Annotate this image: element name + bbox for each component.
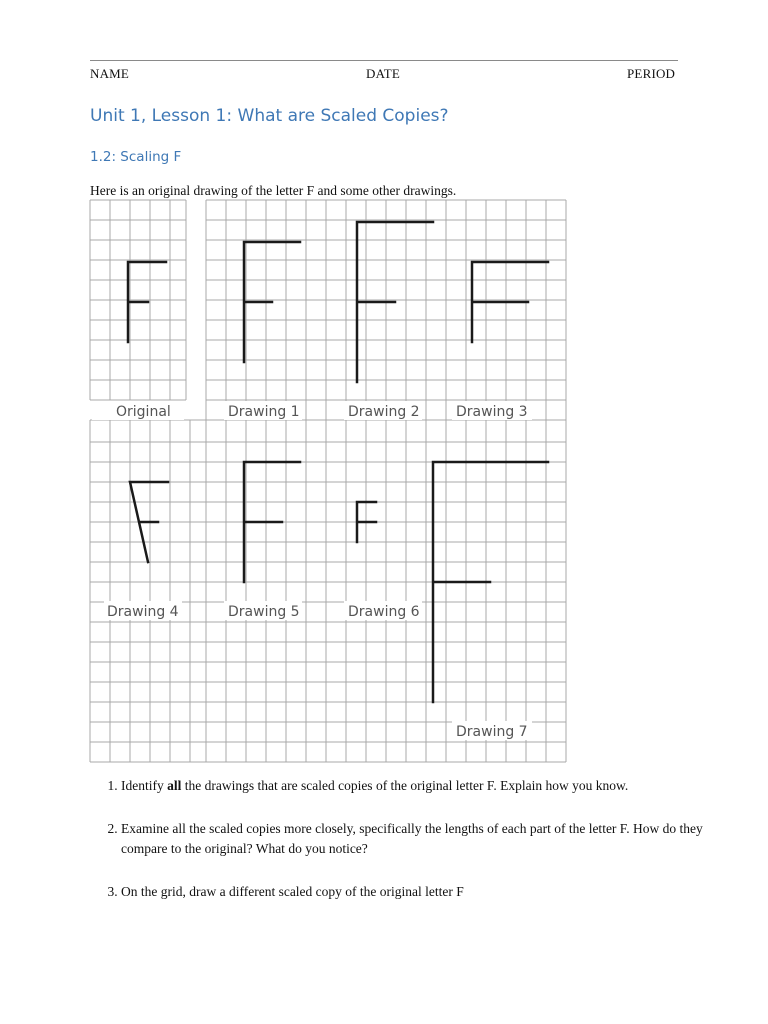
drawings-1-3-grid — [206, 200, 566, 420]
caption-original: Original — [116, 404, 171, 420]
caption-drawing-4: Drawing 4 — [107, 604, 179, 620]
drawing-3-f — [472, 262, 548, 342]
original-f — [128, 262, 166, 342]
name-label: NAME — [90, 66, 130, 81]
drawings-4-7-grid — [90, 420, 566, 762]
question-1 — [121, 776, 711, 796]
date-label: DATE — [366, 66, 401, 81]
caption-drawing-5: Drawing 5 — [228, 604, 300, 620]
original-grid — [90, 200, 186, 400]
caption-drawing-2: Drawing 2 — [348, 404, 420, 420]
caption-drawing-3: Drawing 3 — [456, 404, 528, 420]
question-1-text: Identify all the drawings that are scaled copies of the original letter F. Explain how you know. — [121, 778, 629, 793]
caption-drawing-1: Drawing 1 — [228, 404, 300, 420]
question-2 — [121, 819, 711, 859]
intro-text: Here is an original drawing of the letter F and some other drawings. — [90, 183, 457, 198]
question-list — [104, 776, 711, 925]
drawing-2-f — [357, 222, 433, 382]
period-label: PERIOD — [627, 66, 676, 81]
activity-title: 1.2: Scaling F — [90, 149, 182, 165]
caption-drawing-7: Drawing 7 — [456, 724, 528, 740]
question-3-text: On the grid, draw a different scaled copy of the original letter F — [121, 884, 464, 899]
question-2-text: Examine all the scaled copies more closely, specifically the lengths of each part of the letter F. How do they compare to the original? What do you notice? — [121, 821, 703, 856]
caption-drawing-6: Drawing 6 — [348, 604, 420, 620]
lesson-title: Unit 1, Lesson 1: What are Scaled Copies? — [90, 106, 449, 126]
question-3 — [121, 882, 711, 902]
